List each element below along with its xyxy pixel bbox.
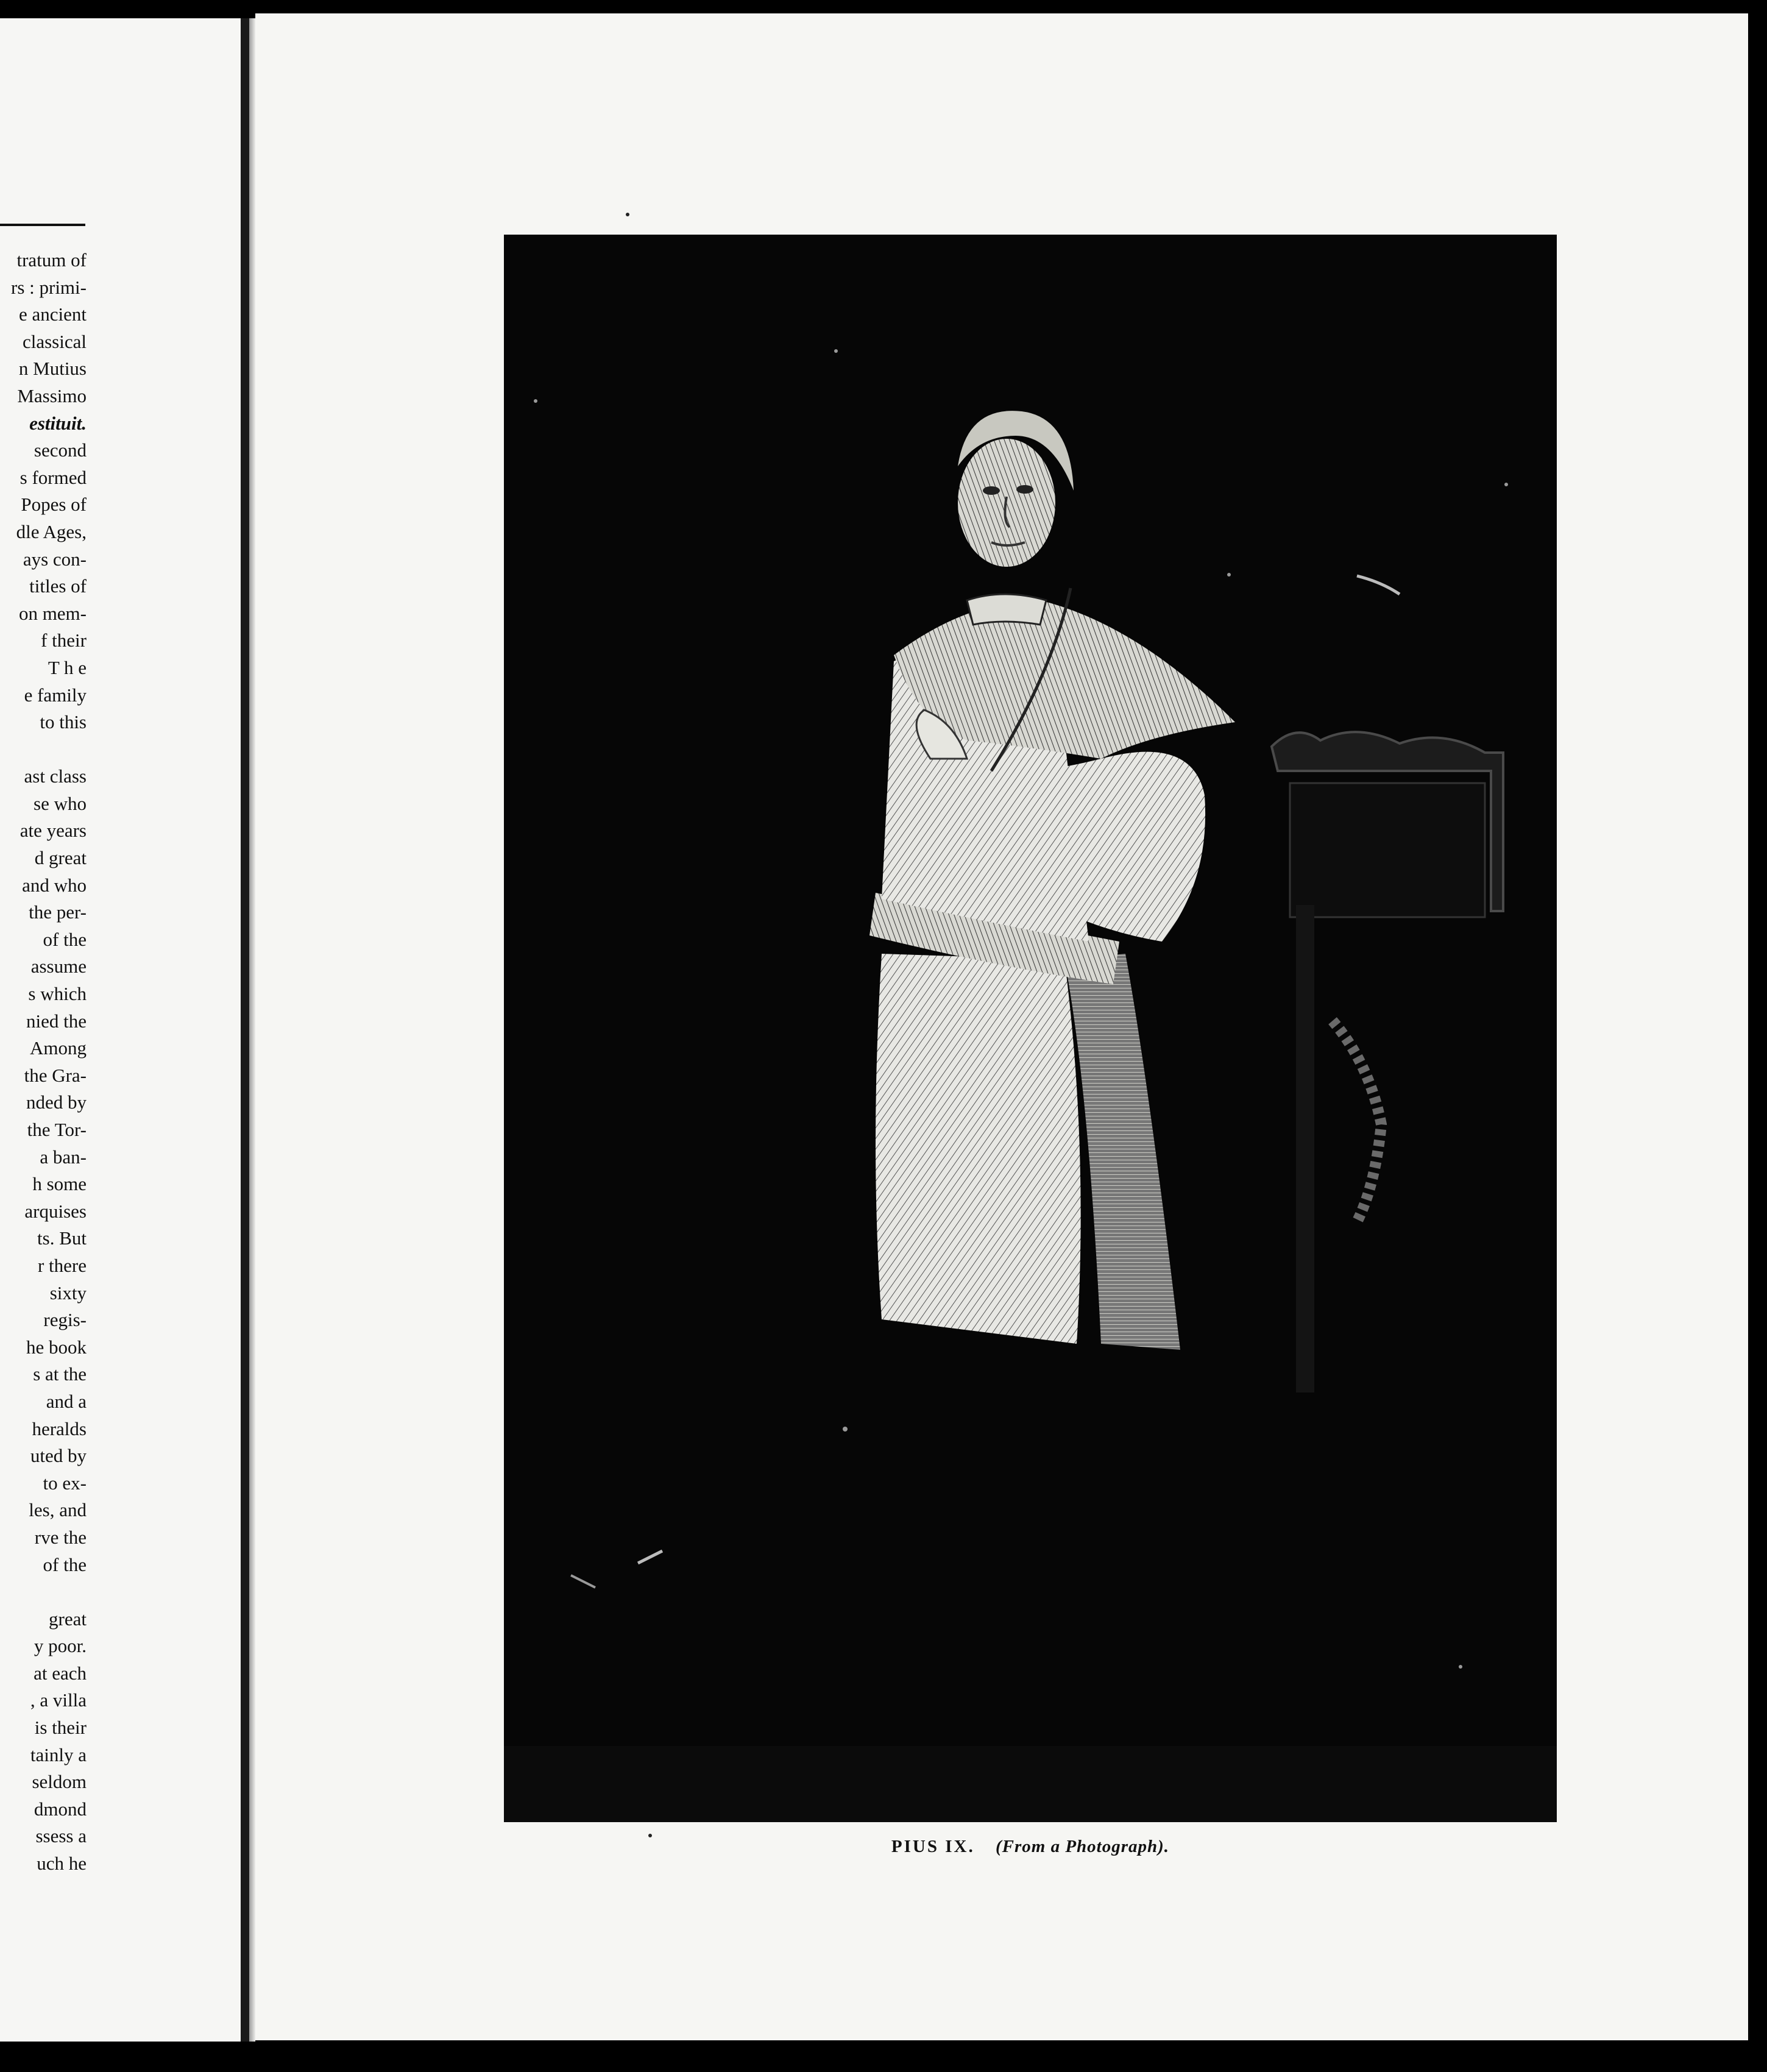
- text-line: dmond: [34, 1798, 87, 1820]
- text-line: [0, 1578, 87, 1606]
- print-speck: [626, 213, 629, 216]
- text-line: he book: [26, 1336, 87, 1358]
- text-line: on mem-: [18, 602, 87, 624]
- text-line: y poor.: [34, 1635, 87, 1657]
- text-line: of the: [43, 1553, 87, 1575]
- text-line: seldom: [32, 1771, 87, 1793]
- text-line: heralds: [32, 1417, 87, 1439]
- text-line: great: [49, 1608, 87, 1630]
- text-line: ast class: [24, 765, 87, 787]
- plate-caption: [504, 1837, 1557, 1857]
- caption-title: PIUS IX.: [891, 1837, 975, 1856]
- text-line: estituit.: [29, 412, 87, 434]
- text-line: f their: [41, 630, 87, 651]
- text-line: the Gra-: [24, 1064, 87, 1086]
- text-line: and who: [22, 874, 87, 896]
- text-line: , a villa: [30, 1689, 87, 1711]
- text-line: Among: [30, 1037, 87, 1059]
- text-line: to this: [40, 711, 87, 733]
- text-line: and a: [46, 1390, 87, 1412]
- text-line: r there: [37, 1254, 87, 1276]
- text-line: tratum of: [16, 249, 87, 271]
- text-line: rs : primi-: [11, 276, 87, 298]
- text-line: sixty: [49, 1282, 87, 1304]
- text-line: tainly a: [30, 1744, 87, 1765]
- text-line: ts. But: [37, 1227, 87, 1249]
- text-line: se who: [34, 792, 87, 814]
- text-line: a ban-: [40, 1146, 87, 1168]
- floor-shadow: [504, 1746, 1557, 1822]
- text-line: Popes of: [21, 494, 87, 516]
- text-line: n Mutius: [18, 358, 87, 380]
- left-page-text-column: [0, 247, 87, 1878]
- text-line: les, and: [29, 1499, 87, 1521]
- text-line: h some: [32, 1173, 87, 1195]
- text-line: s formed: [19, 466, 87, 488]
- text-line: ate years: [19, 820, 87, 842]
- text-line: dle Ages,: [16, 520, 87, 542]
- text-line: ssess a: [35, 1825, 87, 1847]
- text-line: s which: [28, 983, 87, 1005]
- text-line: is their: [34, 1717, 87, 1739]
- text-line: rve the: [34, 1526, 87, 1548]
- text-line: classical: [22, 330, 87, 352]
- text-line: Massimo: [17, 385, 87, 406]
- book-gutter: [241, 18, 249, 2042]
- text-line: s at the: [33, 1363, 87, 1385]
- text-line: assume: [30, 956, 87, 977]
- text-line: the per-: [29, 901, 87, 923]
- text-line: at each: [34, 1662, 87, 1684]
- text-line: nied the: [26, 1010, 87, 1032]
- text-line: uch he: [37, 1853, 87, 1875]
- text-line: uted by: [30, 1445, 87, 1467]
- portrait-engraving: [504, 235, 1557, 1822]
- caption-source: (From a Photograph).: [995, 1837, 1170, 1856]
- text-line: d great: [34, 847, 87, 869]
- text-line: of the: [43, 928, 87, 950]
- gutter-shadow: [249, 18, 255, 2042]
- text-line: [0, 736, 87, 764]
- text-line: the Tor-: [27, 1119, 87, 1140]
- text-line: titles of: [29, 575, 87, 597]
- text-line: to ex-: [43, 1472, 87, 1494]
- text-line: regis-: [43, 1309, 87, 1331]
- text-line: e family: [24, 684, 87, 706]
- text-line: nded by: [26, 1091, 87, 1113]
- left-page: [0, 18, 241, 2042]
- column-rule: [0, 224, 85, 226]
- right-page: [255, 13, 1748, 2040]
- text-line: second: [34, 439, 87, 461]
- text-line: e ancient: [18, 303, 87, 325]
- text-line: ays con-: [23, 548, 87, 570]
- engraving-plate: [504, 235, 1557, 1822]
- text-line: arquises: [24, 1200, 87, 1222]
- text-line: T h e: [48, 656, 87, 678]
